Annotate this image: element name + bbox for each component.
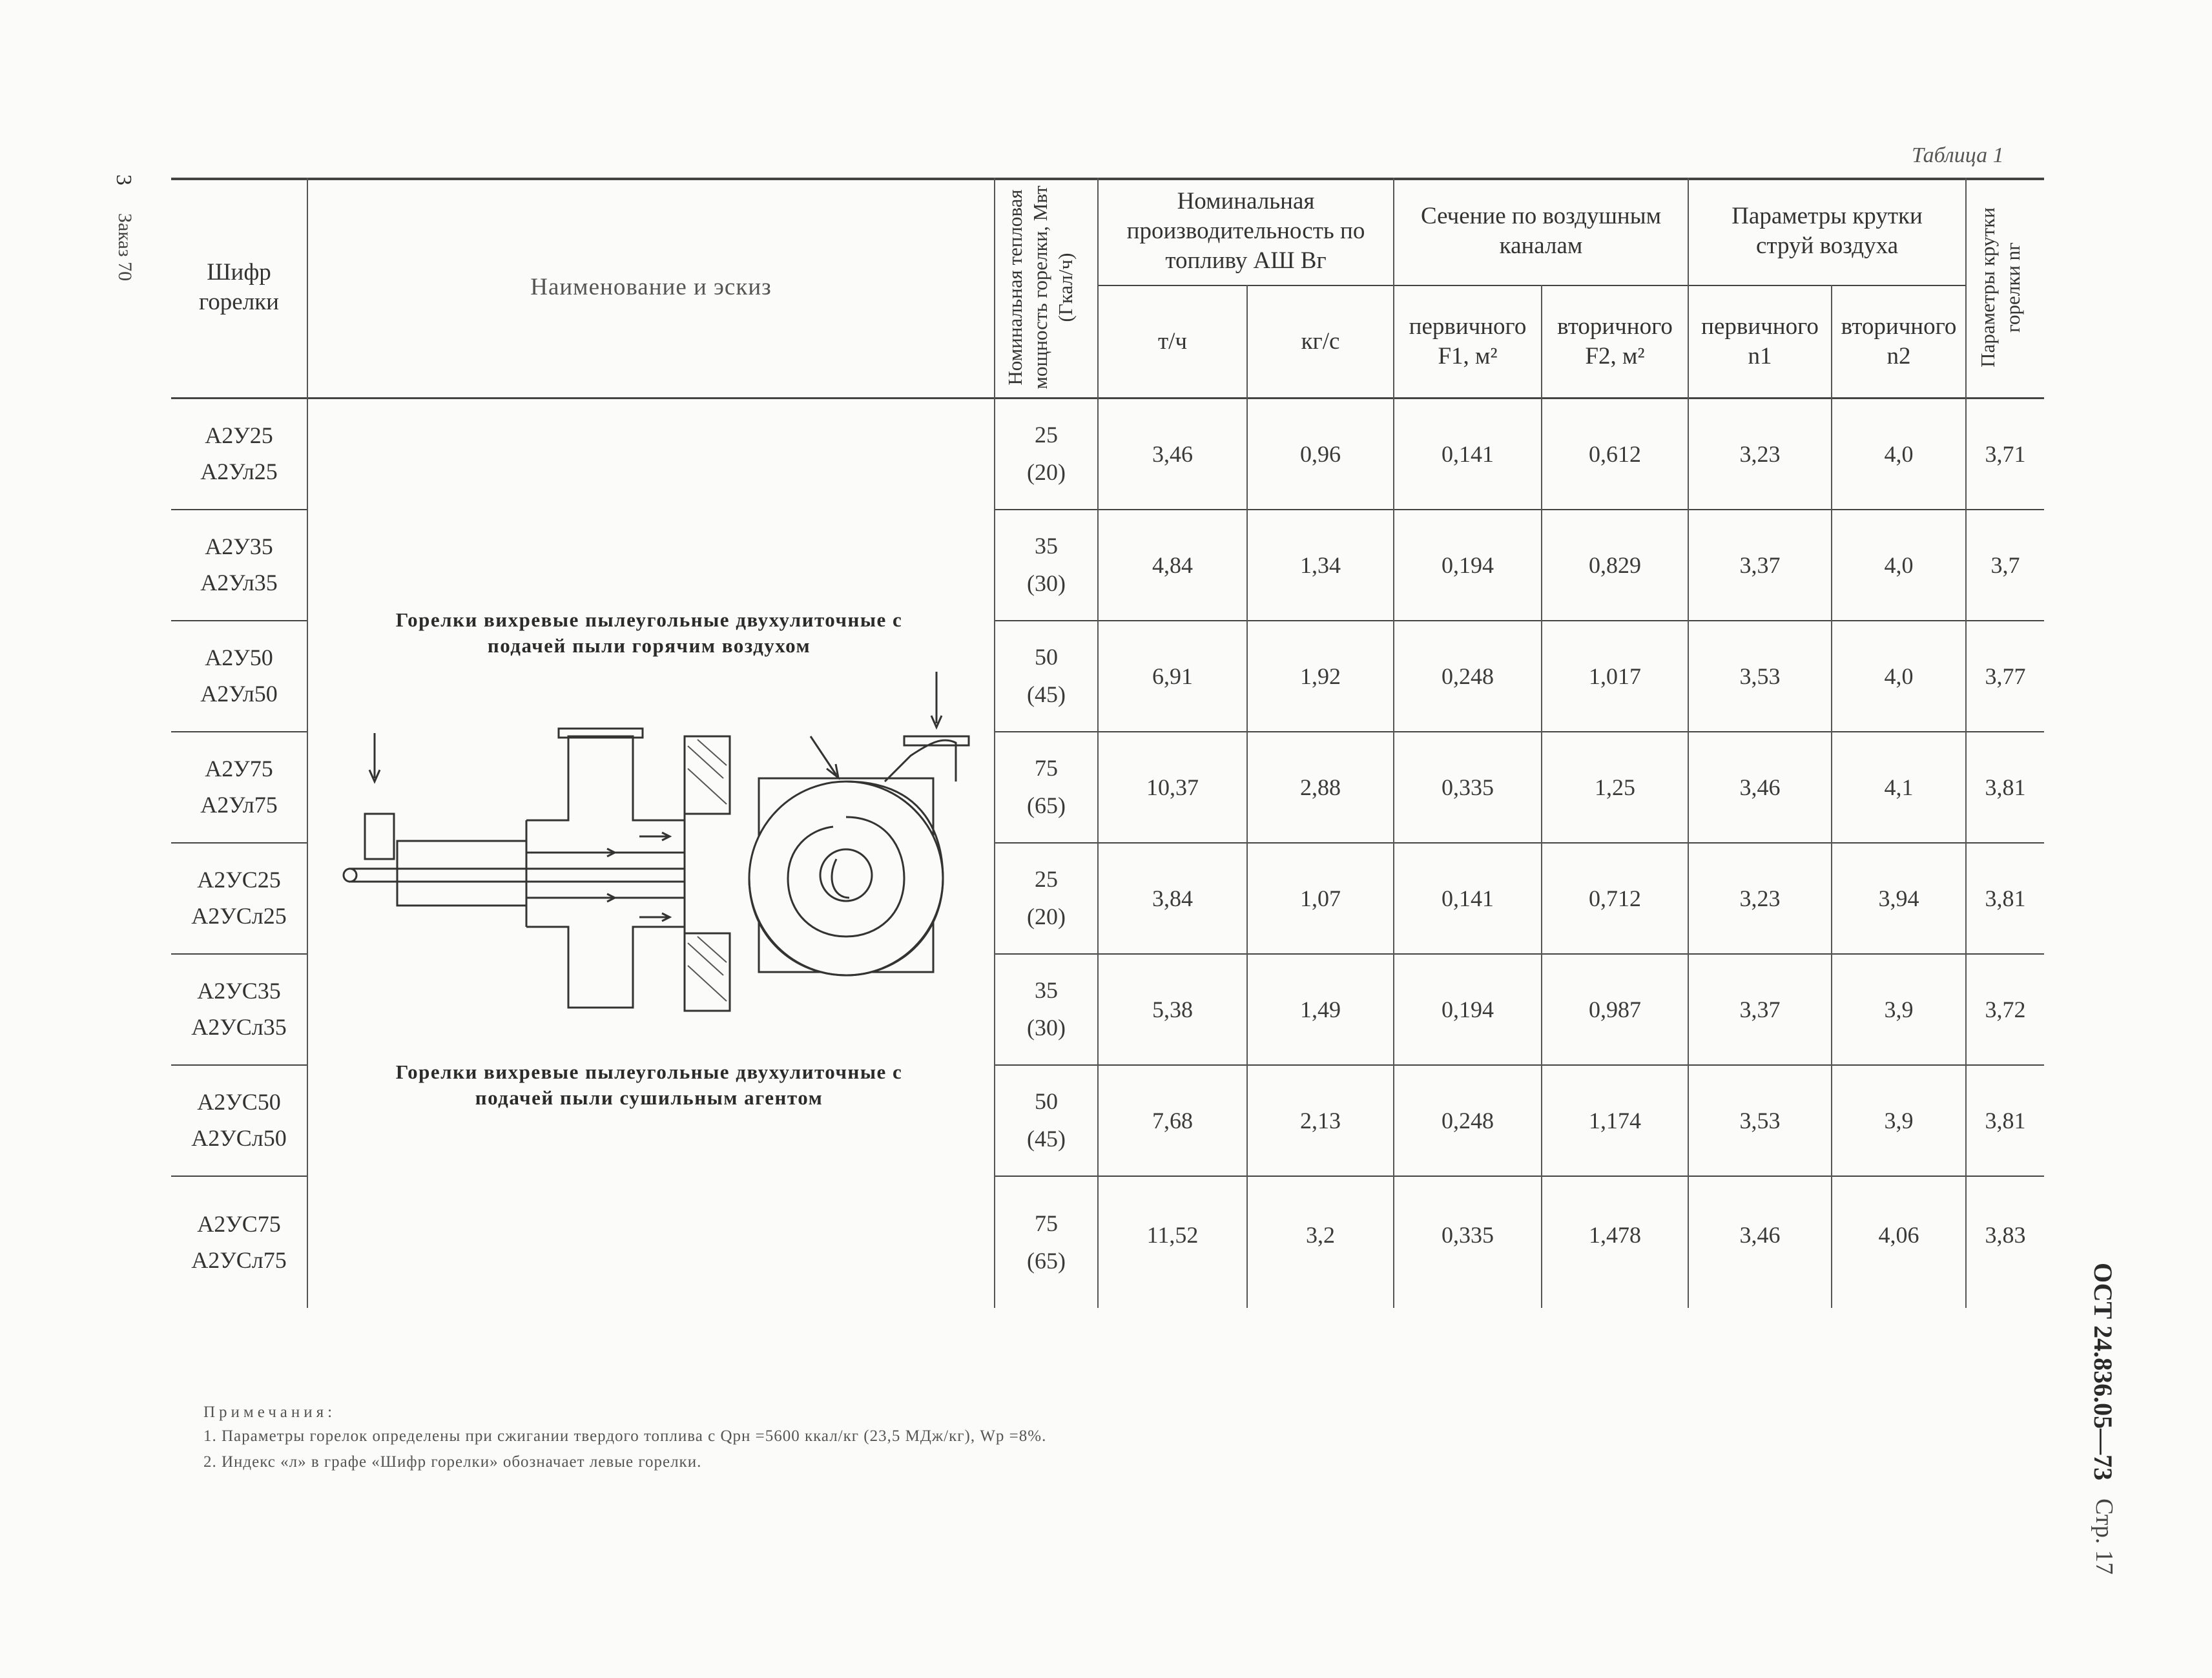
notes-title: Примечания: bbox=[203, 1404, 336, 1421]
burner-code-left: А2Ул35 bbox=[200, 570, 278, 596]
power-gcal: (65) bbox=[1027, 792, 1066, 818]
header-swirl-primary: первичного n1 bbox=[1701, 313, 1819, 369]
burners-table bbox=[171, 178, 2044, 1308]
header-section: Сечение по воздушным каналам bbox=[1420, 202, 1662, 259]
swirl-n1: 3,46 bbox=[1739, 774, 1781, 800]
swirl-ng: 3,77 bbox=[1985, 663, 2026, 689]
prod-kgs: 1,92 bbox=[1300, 663, 1341, 689]
section-f1: 0,335 bbox=[1442, 774, 1494, 800]
burner-code-left: А2Ул75 bbox=[200, 792, 278, 818]
header-prod-kgs: кг/с bbox=[1301, 327, 1340, 355]
power-mw: 25 bbox=[1035, 422, 1058, 448]
swirl-n1: 3,53 bbox=[1739, 663, 1781, 689]
power-mw: 50 bbox=[1035, 1088, 1058, 1115]
page-number-side: 3 bbox=[112, 174, 136, 185]
power-mw: 25 bbox=[1035, 866, 1058, 893]
header-prod-th: т/ч bbox=[1157, 327, 1188, 355]
power-mw: 35 bbox=[1035, 533, 1058, 559]
power-gcal: (20) bbox=[1027, 904, 1066, 929]
burner-code: А2УС35 bbox=[197, 978, 281, 1004]
swirl-n1: 3,37 bbox=[1739, 996, 1781, 1022]
prod-kgs: 0,96 bbox=[1300, 440, 1341, 467]
table-label: Таблица 1 bbox=[1912, 143, 2004, 167]
burner-code-left: А2УСл35 bbox=[191, 1014, 287, 1040]
section-f1: 0,194 bbox=[1442, 552, 1494, 578]
power-mw: 75 bbox=[1035, 755, 1058, 782]
header-code: Шифр горелки bbox=[199, 258, 279, 315]
burner-code: А2У75 bbox=[205, 756, 273, 782]
swirl-n2: 4,0 bbox=[1884, 552, 1914, 578]
burner-code-left: А2УСл75 bbox=[191, 1247, 287, 1273]
swirl-n1: 3,46 bbox=[1739, 1221, 1781, 1248]
prod-th: 3,46 bbox=[1152, 440, 1193, 467]
prod-kgs: 2,13 bbox=[1300, 1107, 1341, 1134]
section-f2: 0,987 bbox=[1589, 996, 1641, 1022]
note-2: 2. Индекс «л» в графе «Шифр горелки» обозначает левые горелки. bbox=[203, 1453, 702, 1471]
prod-kgs: 3,2 bbox=[1306, 1221, 1335, 1248]
header-swirl-secondary: вторичного n2 bbox=[1841, 313, 1957, 369]
section-f1: 0,335 bbox=[1442, 1221, 1494, 1248]
page-label: Стр. 17 bbox=[2091, 1498, 2118, 1575]
note-1: 1. Параметры горелок определены при сжигании твердого топлива с Qрн =5600 ккал/кг (23,5 МДж/кг), Wр =8%. bbox=[203, 1427, 1047, 1445]
swirl-n1: 3,23 bbox=[1739, 440, 1781, 467]
burner-code: А2УС75 bbox=[197, 1210, 281, 1237]
swirl-ng: 3,7 bbox=[1990, 552, 2020, 578]
swirl-n2: 3,9 bbox=[1884, 996, 1914, 1022]
header-swirl: Параметры крутки струй воздуха bbox=[1731, 202, 1923, 259]
swirl-n2: 4,0 bbox=[1884, 440, 1914, 467]
swirl-n1: 3,23 bbox=[1739, 885, 1781, 911]
section-f2: 1,174 bbox=[1589, 1107, 1641, 1134]
section-f1: 0,248 bbox=[1442, 1107, 1494, 1134]
prod-kgs: 1,34 bbox=[1300, 552, 1341, 578]
header-name: Наименование и эскиз bbox=[530, 273, 772, 300]
swirl-ng: 3,83 bbox=[1985, 1221, 2026, 1248]
prod-kgs: 2,88 bbox=[1300, 774, 1341, 800]
power-gcal: (65) bbox=[1027, 1247, 1066, 1274]
swirl-n2: 4,1 bbox=[1884, 774, 1914, 800]
prod-kgs: 1,49 bbox=[1300, 996, 1341, 1022]
swirl-n2: 4,06 bbox=[1878, 1221, 1919, 1248]
swirl-n2: 3,94 bbox=[1878, 885, 1919, 911]
section-f2: 0,612 bbox=[1589, 440, 1641, 467]
swirl-ng: 3,72 bbox=[1985, 996, 2026, 1022]
swirl-n1: 3,53 bbox=[1739, 1107, 1781, 1134]
burner-code: А2У35 bbox=[205, 533, 273, 560]
swirl-n2: 3,9 bbox=[1884, 1107, 1914, 1134]
section-f2: 0,712 bbox=[1589, 885, 1641, 911]
order-number-side: Заказ 70 bbox=[114, 213, 136, 282]
section-f2: 1,25 bbox=[1595, 774, 1635, 800]
burner-code: А2У50 bbox=[205, 645, 273, 671]
caption-drying-agent: Горелки вихревые пылеугольные двухулиточные с подачей пыли сушильным агентом bbox=[395, 1061, 903, 1110]
prod-th: 10,37 bbox=[1146, 774, 1199, 800]
section-f1: 0,141 bbox=[1442, 885, 1494, 911]
header-sec-primary: первичного F1, м² bbox=[1409, 313, 1527, 369]
section-f2: 1,478 bbox=[1589, 1221, 1641, 1248]
caption-hot-air: Горелки вихревые пылеугольные двухулиточные с подачей пыли горячим воздухом bbox=[395, 608, 903, 658]
burner-code-left: А2УСл50 bbox=[191, 1125, 287, 1151]
power-gcal: (20) bbox=[1027, 459, 1066, 485]
burner-code-left: А2Ул25 bbox=[200, 459, 278, 484]
swirl-n1: 3,37 bbox=[1739, 552, 1781, 578]
swirl-ng: 3,71 bbox=[1985, 440, 2026, 467]
section-f2: 1,017 bbox=[1589, 663, 1641, 689]
prod-th: 11,52 bbox=[1146, 1221, 1199, 1248]
prod-th: 4,84 bbox=[1152, 552, 1193, 578]
prod-th: 5,38 bbox=[1152, 996, 1193, 1022]
prod-th: 3,84 bbox=[1152, 885, 1193, 911]
section-f1: 0,248 bbox=[1442, 663, 1494, 689]
header-swirl-total: Параметры крутки горелки nг bbox=[1976, 207, 2024, 368]
power-gcal: (45) bbox=[1027, 1126, 1066, 1152]
prod-th: 6,91 bbox=[1152, 663, 1193, 689]
burner-sketch bbox=[336, 665, 982, 1027]
burner-code-left: А2УСл25 bbox=[191, 903, 287, 929]
swirl-ng: 3,81 bbox=[1985, 774, 2026, 800]
power-mw: 50 bbox=[1035, 644, 1058, 670]
prod-th: 7,68 bbox=[1152, 1107, 1193, 1134]
swirl-ng: 3,81 bbox=[1985, 1107, 2026, 1134]
swirl-n2: 4,0 bbox=[1884, 663, 1914, 689]
section-f1: 0,141 bbox=[1442, 440, 1494, 467]
burner-code-left: А2Ул50 bbox=[200, 681, 278, 707]
prod-kgs: 1,07 bbox=[1300, 885, 1341, 911]
power-mw: 35 bbox=[1035, 977, 1058, 1004]
power-gcal: (30) bbox=[1027, 570, 1066, 596]
power-mw: 75 bbox=[1035, 1210, 1058, 1236]
swirl-ng: 3,81 bbox=[1985, 885, 2026, 911]
burner-code: А2У25 bbox=[205, 422, 273, 449]
section-f2: 0,829 bbox=[1589, 552, 1641, 578]
section-f1: 0,194 bbox=[1442, 996, 1494, 1022]
burner-code: А2УС50 bbox=[197, 1089, 281, 1115]
header-power: Номинальная тепловая мощность горелки, Мвт (Гкал/ч) bbox=[1004, 185, 1077, 389]
burner-code: А2УС25 bbox=[197, 867, 281, 893]
header-productivity: Номинальная производительность по топливу АШ Bг bbox=[1126, 187, 1365, 274]
power-gcal: (45) bbox=[1027, 681, 1066, 707]
power-gcal: (30) bbox=[1027, 1015, 1066, 1041]
header-sec-secondary: вторичного F2, м² bbox=[1557, 313, 1673, 369]
standard-number: ОСТ 24.836.05—73 bbox=[2089, 1263, 2118, 1481]
